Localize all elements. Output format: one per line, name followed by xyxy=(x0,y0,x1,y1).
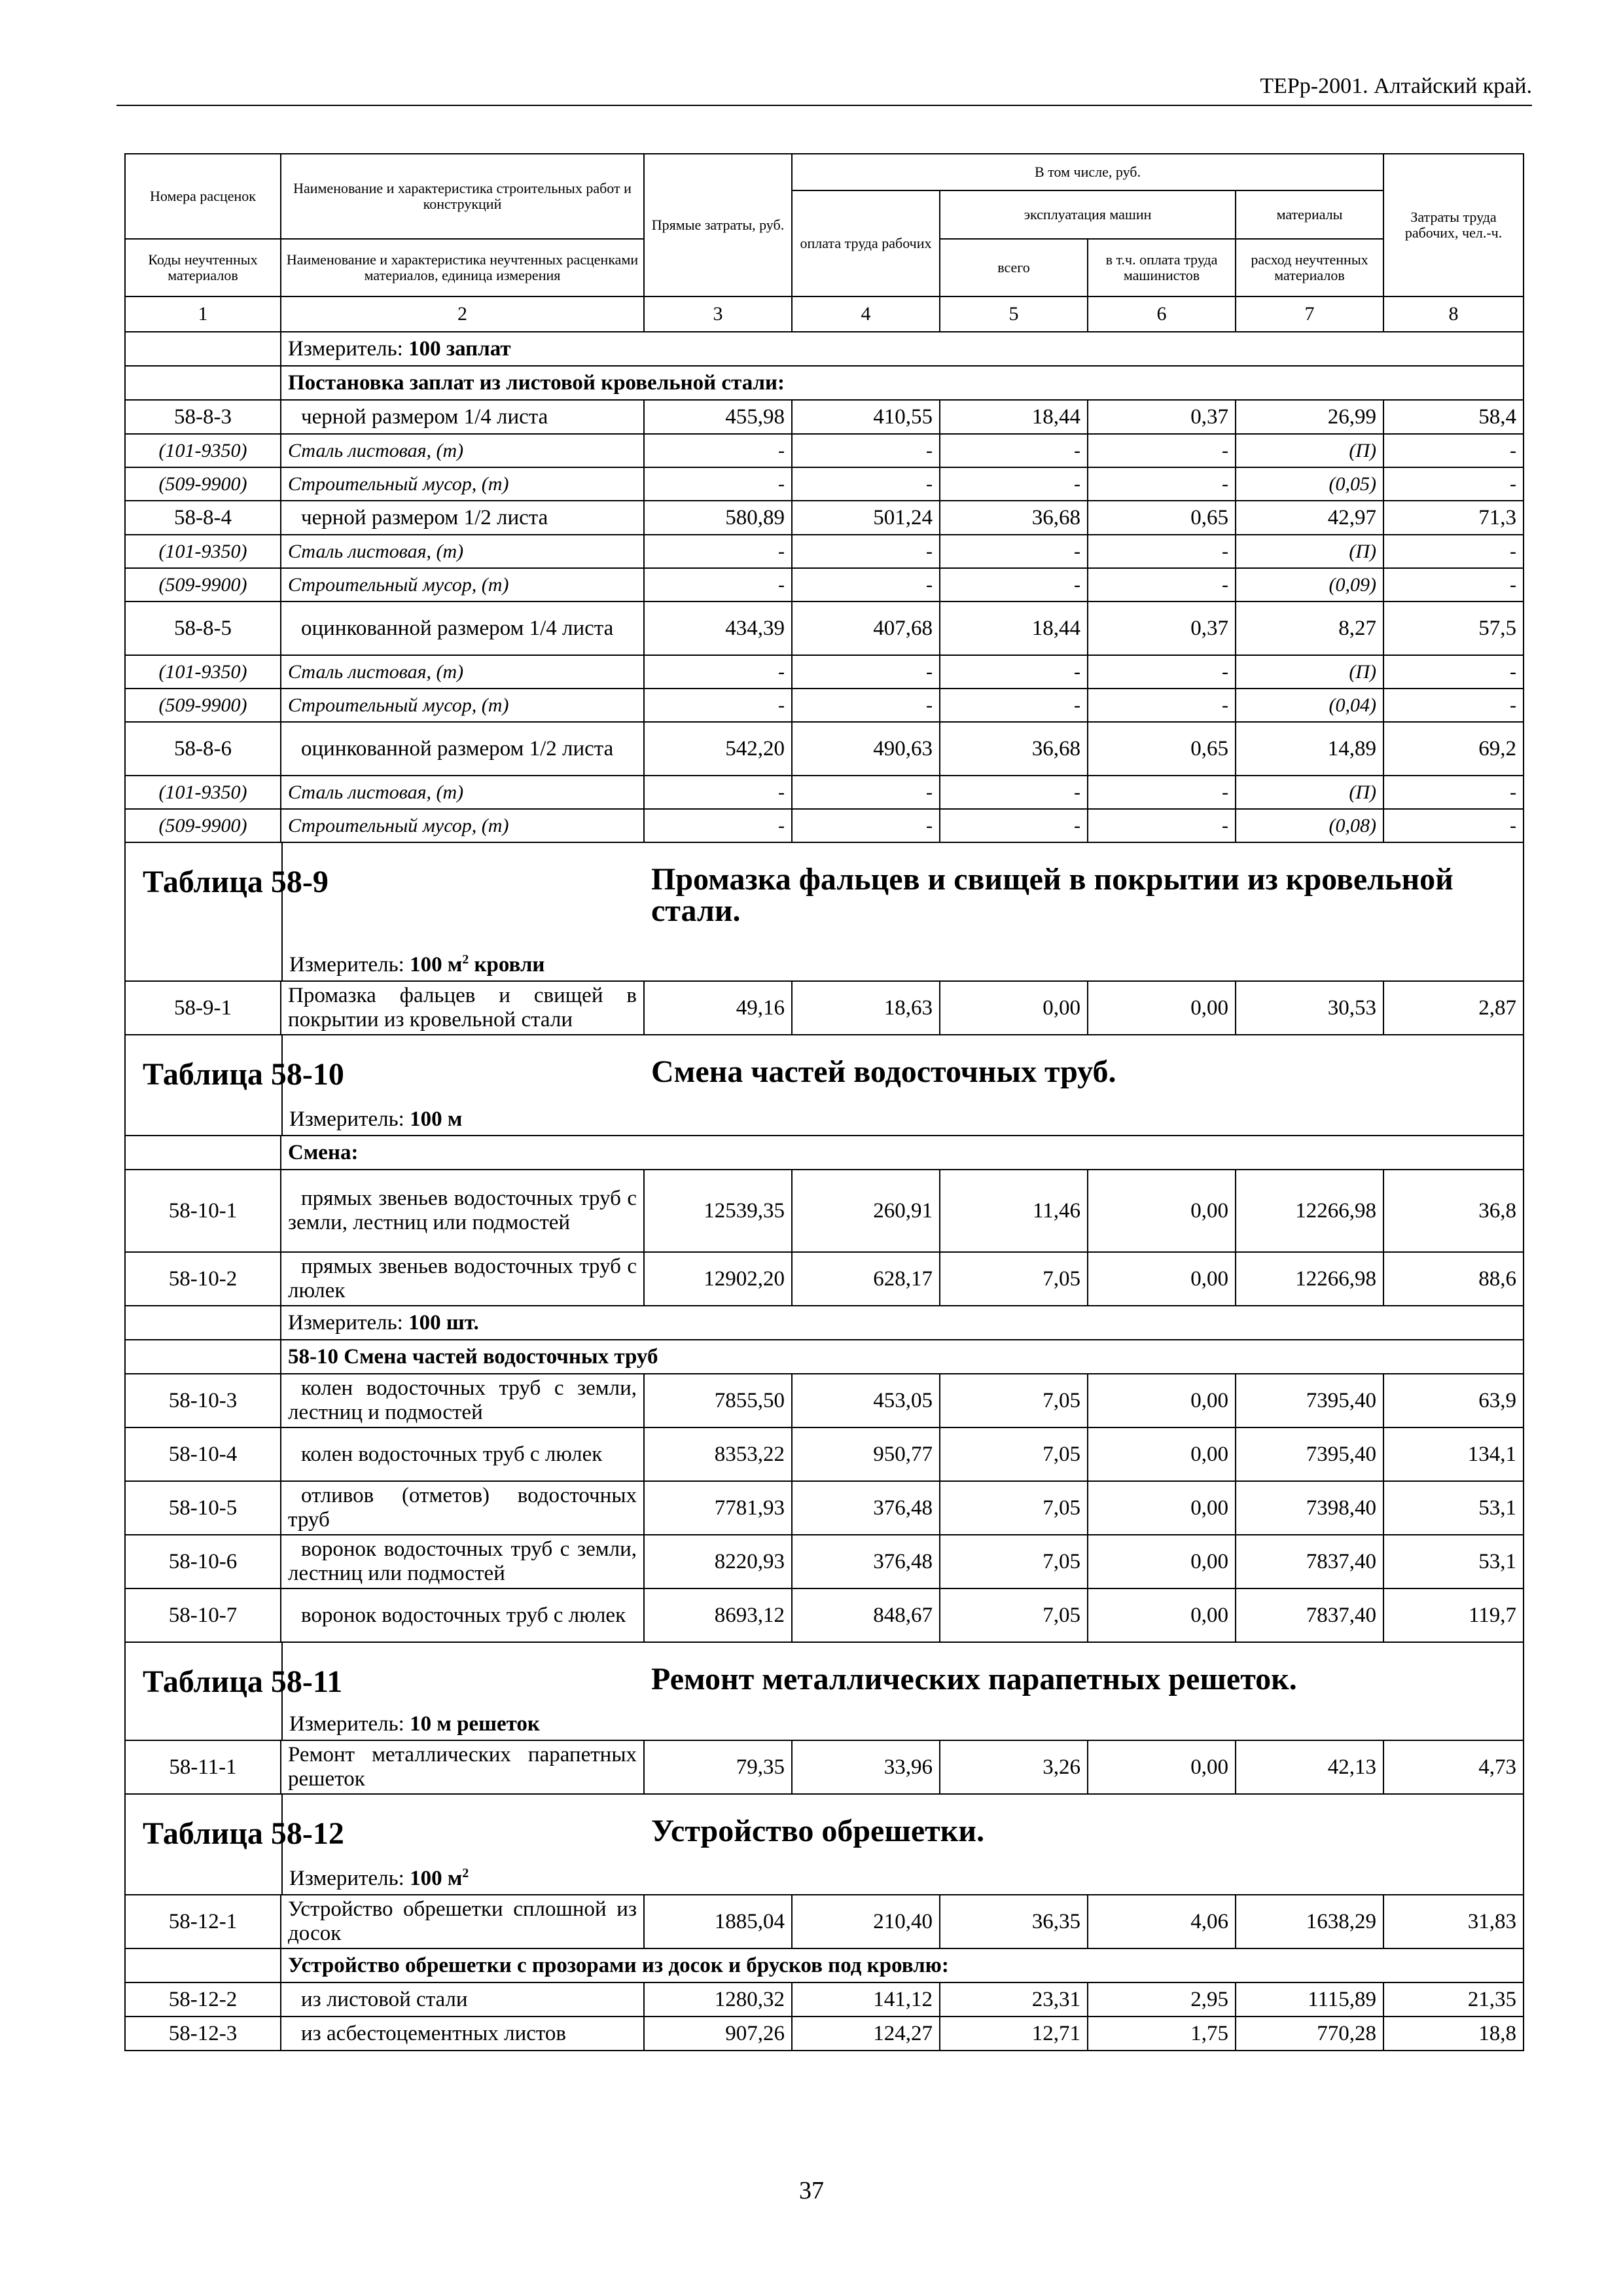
materials: 7398,40 xyxy=(1236,1481,1383,1535)
direct-cost: 1885,04 xyxy=(644,1895,792,1948)
table-row xyxy=(125,1252,1524,1306)
dash: - xyxy=(644,434,792,467)
materials: 1638,29 xyxy=(1236,1895,1383,1948)
table-row xyxy=(125,1481,1524,1535)
dash: - xyxy=(1088,655,1236,689)
col-header-direct-costs: Прямые затраты, руб. xyxy=(644,154,792,296)
rate-name: отливов (отметов) водосточных труб xyxy=(281,1481,644,1535)
rate-name: прямых звеньев водосточных труб с земли, лестниц или подмостей xyxy=(281,1170,644,1252)
material-usage: (0,04) xyxy=(1236,689,1383,722)
direct-cost: 49,16 xyxy=(644,981,792,1035)
col-header-name-mats: Наименование и характеристика неучтенных расценками материалов, единица измерения xyxy=(281,239,644,296)
labor-pay: 410,55 xyxy=(792,400,940,434)
labor-pay: 453,05 xyxy=(792,1374,940,1427)
dash: - xyxy=(644,776,792,809)
material-usage: (0,09) xyxy=(1236,568,1383,601)
col-header-machines-total: всего xyxy=(940,239,1088,296)
group-title: Постановка заплат из листовой кровельной стали: xyxy=(281,366,1524,400)
dash: - xyxy=(940,809,1088,842)
table-label: Таблица 58-11 xyxy=(143,1664,343,1699)
material-code: (509-9900) xyxy=(125,809,281,842)
dash: - xyxy=(940,689,1088,722)
labor-hours: 18,8 xyxy=(1383,2017,1524,2051)
col-header-machines-labor: в т.ч. оплата труда машинистов xyxy=(1088,239,1236,296)
materials: 30,53 xyxy=(1236,981,1383,1035)
table-row xyxy=(125,722,1524,776)
materials: 7395,40 xyxy=(1236,1427,1383,1481)
material-name: Сталь листовая, (т) xyxy=(281,535,644,568)
machines-labor: 2,95 xyxy=(1088,1982,1236,2017)
dash: - xyxy=(1088,535,1236,568)
table-label: Таблица 58-10 xyxy=(143,1057,344,1092)
machines-total: 12,71 xyxy=(940,2017,1088,2051)
machines-labor: 0,00 xyxy=(1088,1374,1236,1427)
materials: 7837,40 xyxy=(1236,1535,1383,1588)
table-row xyxy=(125,1374,1524,1427)
rate-name: из листовой стали xyxy=(281,1982,644,2017)
table-title: Смена частей водосточных труб. xyxy=(651,1054,1116,1089)
machines-total: 18,44 xyxy=(940,400,1088,434)
rate-code: 58-10-6 xyxy=(125,1535,281,1588)
material-name: Строительный мусор, (т) xyxy=(281,809,644,842)
column-numbers-row xyxy=(125,296,1524,332)
rate-code: 58-12-2 xyxy=(125,1982,281,2017)
rate-name: оцинкованной размером 1/2 листа xyxy=(281,722,644,776)
machines-labor: 1,75 xyxy=(1088,2017,1236,2051)
dash: - xyxy=(1383,809,1524,842)
table-row xyxy=(125,1588,1524,1642)
dash: - xyxy=(644,655,792,689)
material-name: Сталь листовая, (т) xyxy=(281,655,644,689)
direct-cost: 434,39 xyxy=(644,601,792,655)
table-title-block xyxy=(125,1035,1524,1136)
measure-row: Измеритель: 100 шт. xyxy=(281,1306,1524,1340)
column-number: 1 xyxy=(125,296,281,332)
material-name: Строительный мусор, (т) xyxy=(281,568,644,601)
labor-hours: 36,8 xyxy=(1383,1170,1524,1252)
machines-labor: 0,00 xyxy=(1088,1481,1236,1535)
rate-code: 58-12-1 xyxy=(125,1895,281,1948)
dash: - xyxy=(644,568,792,601)
dash: - xyxy=(1088,434,1236,467)
table-row xyxy=(125,1740,1524,1794)
labor-pay: 848,67 xyxy=(792,1588,940,1642)
labor-pay: 407,68 xyxy=(792,601,940,655)
machines-total: 11,46 xyxy=(940,1170,1088,1252)
labor-pay: 141,12 xyxy=(792,1982,940,2017)
material-name: Строительный мусор, (т) xyxy=(281,689,644,722)
col-header-rates-no: Номера расценок xyxy=(125,154,281,239)
materials: 12266,98 xyxy=(1236,1170,1383,1252)
dash: - xyxy=(1088,809,1236,842)
machines-labor: 0,37 xyxy=(1088,400,1236,434)
material-usage: (П) xyxy=(1236,655,1383,689)
machines-total: 7,05 xyxy=(940,1374,1088,1427)
rate-name: Устройство обрешетки сплошной из досок xyxy=(281,1895,644,1948)
col-header-materials: материалы xyxy=(1236,190,1383,239)
material-code: (101-9350) xyxy=(125,655,281,689)
labor-hours: 119,7 xyxy=(1383,1588,1524,1642)
material-usage: (0,05) xyxy=(1236,467,1383,501)
rate-code: 58-10-7 xyxy=(125,1588,281,1642)
table-row xyxy=(125,400,1524,434)
col-header-including: В том числе, руб. xyxy=(792,154,1383,190)
direct-cost: 7781,93 xyxy=(644,1481,792,1535)
machines-total: 3,26 xyxy=(940,1740,1088,1794)
dash: - xyxy=(1088,467,1236,501)
dash: - xyxy=(792,568,940,601)
rate-name: прямых звеньев водосточных труб с люлек xyxy=(281,1252,644,1306)
group-title: Устройство обрешетки с прозорами из досок и брусков под кровлю: xyxy=(281,1948,1524,1982)
column-number: 6 xyxy=(1088,296,1236,332)
rate-name: черной размером 1/4 листа xyxy=(281,400,644,434)
material-name: Сталь листовая, (т) xyxy=(281,434,644,467)
rate-name: колен водосточных труб с люлек xyxy=(281,1427,644,1481)
column-number: 3 xyxy=(644,296,792,332)
table-title: Промазка фальцев и свищей в покрытии из кровельной стали. xyxy=(651,862,1454,928)
direct-cost: 12539,35 xyxy=(644,1170,792,1252)
direct-cost: 455,98 xyxy=(644,400,792,434)
direct-cost: 79,35 xyxy=(644,1740,792,1794)
materials: 770,28 xyxy=(1236,2017,1383,2051)
dash: - xyxy=(644,467,792,501)
measure-label: Измеритель: 100 $м^2$ кровли xyxy=(289,952,545,977)
materials: 26,99 xyxy=(1236,400,1383,434)
rate-code: 58-10-5 xyxy=(125,1481,281,1535)
material-usage: (П) xyxy=(1236,776,1383,809)
rate-name: из асбестоцементных листов xyxy=(281,2017,644,2051)
rate-code: 58-8-3 xyxy=(125,400,281,434)
machines-labor: 0,00 xyxy=(1088,1427,1236,1481)
direct-cost: 8353,22 xyxy=(644,1427,792,1481)
materials: 12266,98 xyxy=(1236,1252,1383,1306)
direct-cost: 542,20 xyxy=(644,722,792,776)
machines-labor: 0,00 xyxy=(1088,1535,1236,1588)
rate-code: 58-10-1 xyxy=(125,1170,281,1252)
dash: - xyxy=(1383,776,1524,809)
measure-label: Измеритель: 10 м решеток xyxy=(289,1712,540,1736)
material-row xyxy=(125,568,1524,601)
column-number: 7 xyxy=(1236,296,1383,332)
rate-name: Промазка фальцев и свищей в покрытии из кровельной стали xyxy=(281,981,644,1035)
col-header-mat-codes: Коды неучтенных материалов xyxy=(125,239,281,296)
material-row xyxy=(125,434,1524,467)
labor-hours: 53,1 xyxy=(1383,1535,1524,1588)
table-row xyxy=(125,601,1524,655)
dash: - xyxy=(940,776,1088,809)
machines-total: 23,31 xyxy=(940,1982,1088,2017)
labor-pay: 501,24 xyxy=(792,501,940,535)
materials: 42,13 xyxy=(1236,1740,1383,1794)
machines-labor: 0,00 xyxy=(1088,981,1236,1035)
direct-cost: 8693,12 xyxy=(644,1588,792,1642)
machines-total: 36,68 xyxy=(940,722,1088,776)
rate-code: 58-8-5 xyxy=(125,601,281,655)
table-row xyxy=(125,1895,1524,1948)
rate-code: 58-10-3 xyxy=(125,1374,281,1427)
group-title: 58-10 Смена частей водосточных труб xyxy=(281,1340,1524,1374)
labor-hours: 88,6 xyxy=(1383,1252,1524,1306)
rates-table xyxy=(124,153,1524,2051)
table-row xyxy=(125,2017,1524,2051)
measure-label: Измеритель: 100 $м^2$ xyxy=(289,1866,469,1890)
machines-total: 18,44 xyxy=(940,601,1088,655)
materials: 42,97 xyxy=(1236,501,1383,535)
labor-pay: 376,48 xyxy=(792,1535,940,1588)
table-title-block xyxy=(125,1642,1524,1740)
col-header-labor-pay: оплата труда рабочих xyxy=(792,190,940,296)
material-code: (101-9350) xyxy=(125,434,281,467)
labor-hours: 2,87 xyxy=(1383,981,1524,1035)
labor-pay: 950,77 xyxy=(792,1427,940,1481)
column-number: 5 xyxy=(940,296,1088,332)
machines-total: 7,05 xyxy=(940,1427,1088,1481)
machines-labor: 0,00 xyxy=(1088,1170,1236,1252)
material-row xyxy=(125,655,1524,689)
column-number: 8 xyxy=(1383,296,1524,332)
labor-pay: 18,63 xyxy=(792,981,940,1035)
dash: - xyxy=(792,434,940,467)
labor-pay: 628,17 xyxy=(792,1252,940,1306)
labor-hours: 21,35 xyxy=(1383,1982,1524,2017)
material-row xyxy=(125,535,1524,568)
group-title: Смена: xyxy=(281,1136,1524,1170)
machines-total: 36,68 xyxy=(940,501,1088,535)
material-row xyxy=(125,809,1524,842)
col-header-machines: эксплуатация машин xyxy=(940,190,1236,239)
material-row xyxy=(125,689,1524,722)
labor-hours: 4,73 xyxy=(1383,1740,1524,1794)
dash: - xyxy=(792,467,940,501)
table-row xyxy=(125,1535,1524,1588)
running-header: ТЕРр-2001. Алтайский край. xyxy=(1260,74,1532,98)
measure-label: Измеритель: 100 м xyxy=(289,1107,463,1131)
labor-pay: 210,40 xyxy=(792,1895,940,1948)
rate-code: 58-8-4 xyxy=(125,501,281,535)
header-rule xyxy=(116,105,1532,106)
machines-total: 7,05 xyxy=(940,1588,1088,1642)
table-row xyxy=(125,1427,1524,1481)
machines-total: 7,05 xyxy=(940,1535,1088,1588)
labor-pay: 260,91 xyxy=(792,1170,940,1252)
dash: - xyxy=(792,535,940,568)
machines-labor: 4,06 xyxy=(1088,1895,1236,1948)
machines-labor: 0,65 xyxy=(1088,501,1236,535)
measure-row: Измеритель: 100 заплат xyxy=(281,332,1524,366)
dash: - xyxy=(1383,568,1524,601)
rate-name: воронок водосточных труб с люлек xyxy=(281,1588,644,1642)
table-label: Таблица 58-9 xyxy=(143,865,329,899)
labor-pay: 124,27 xyxy=(792,2017,940,2051)
labor-hours: 58,4 xyxy=(1383,400,1524,434)
material-code: (509-9900) xyxy=(125,568,281,601)
dash: - xyxy=(644,809,792,842)
machines-labor: 0,65 xyxy=(1088,722,1236,776)
direct-cost: 8220,93 xyxy=(644,1535,792,1588)
material-name: Строительный мусор, (т) xyxy=(281,467,644,501)
dash: - xyxy=(1383,434,1524,467)
dash: - xyxy=(1383,467,1524,501)
dash: - xyxy=(792,689,940,722)
col-header-labor-hours: Затраты труда рабочих, чел.-ч. xyxy=(1383,154,1524,296)
table-title-block xyxy=(125,1794,1524,1895)
dash: - xyxy=(644,689,792,722)
labor-hours: 53,1 xyxy=(1383,1481,1524,1535)
machines-total: 7,05 xyxy=(940,1481,1088,1535)
col-header-name-works: Наименование и характеристика строительных работ и конструкций xyxy=(281,154,644,239)
material-usage: (0,08) xyxy=(1236,809,1383,842)
material-code: (101-9350) xyxy=(125,535,281,568)
dash: - xyxy=(1383,535,1524,568)
table-row xyxy=(125,501,1524,535)
machines-total: 7,05 xyxy=(940,1252,1088,1306)
labor-hours: 134,1 xyxy=(1383,1427,1524,1481)
machines-labor: 0,00 xyxy=(1088,1252,1236,1306)
table-title: Устройство обрешетки. xyxy=(651,1814,985,1848)
page-number: 37 xyxy=(799,2177,824,2204)
rate-name: Ремонт металлических парапетных решеток xyxy=(281,1740,644,1794)
dash: - xyxy=(940,655,1088,689)
rate-name: воронок водосточных труб с земли, лестниц или подмостей xyxy=(281,1535,644,1588)
table-row xyxy=(125,1170,1524,1252)
dash: - xyxy=(792,776,940,809)
machines-total: 36,35 xyxy=(940,1895,1088,1948)
dash: - xyxy=(644,535,792,568)
machines-labor: 0,37 xyxy=(1088,601,1236,655)
material-name: Сталь листовая, (т) xyxy=(281,776,644,809)
column-number: 2 xyxy=(281,296,644,332)
rate-name: колен водосточных труб с земли, лестниц и подмостей xyxy=(281,1374,644,1427)
machines-labor: 0,00 xyxy=(1088,1740,1236,1794)
labor-pay: 33,96 xyxy=(792,1740,940,1794)
dash: - xyxy=(940,467,1088,501)
dash: - xyxy=(1383,689,1524,722)
col-header-materials-usage: расход неучтенных материалов xyxy=(1236,239,1383,296)
direct-cost: 1280,32 xyxy=(644,1982,792,2017)
rate-code: 58-9-1 xyxy=(125,981,281,1035)
direct-cost: 12902,20 xyxy=(644,1252,792,1306)
dash: - xyxy=(1383,655,1524,689)
labor-hours: 71,3 xyxy=(1383,501,1524,535)
column-number: 4 xyxy=(792,296,940,332)
material-row xyxy=(125,467,1524,501)
machines-labor: 0,00 xyxy=(1088,1588,1236,1642)
material-usage: (П) xyxy=(1236,535,1383,568)
dash: - xyxy=(1088,776,1236,809)
rate-code: 58-11-1 xyxy=(125,1740,281,1794)
dash: - xyxy=(940,434,1088,467)
labor-hours: 63,9 xyxy=(1383,1374,1524,1427)
materials: 7395,40 xyxy=(1236,1374,1383,1427)
material-code: (101-9350) xyxy=(125,776,281,809)
rate-code: 58-10-4 xyxy=(125,1427,281,1481)
table-title: Ремонт металлических парапетных решеток. xyxy=(651,1662,1297,1696)
materials: 7837,40 xyxy=(1236,1588,1383,1642)
labor-pay: 490,63 xyxy=(792,722,940,776)
labor-hours: 31,83 xyxy=(1383,1895,1524,1948)
dash: - xyxy=(792,809,940,842)
labor-pay: 376,48 xyxy=(792,1481,940,1535)
direct-cost: 7855,50 xyxy=(644,1374,792,1427)
materials: 1115,89 xyxy=(1236,1982,1383,2017)
rate-name: черной размером 1/2 листа xyxy=(281,501,644,535)
rate-code: 58-10-2 xyxy=(125,1252,281,1306)
material-code: (509-9900) xyxy=(125,689,281,722)
rate-code: 58-8-6 xyxy=(125,722,281,776)
table-row xyxy=(125,981,1524,1035)
material-code: (509-9900) xyxy=(125,467,281,501)
table-title-block xyxy=(125,842,1524,981)
dash: - xyxy=(940,535,1088,568)
material-row xyxy=(125,776,1524,809)
machines-total: 0,00 xyxy=(940,981,1088,1035)
materials: 8,27 xyxy=(1236,601,1383,655)
dash: - xyxy=(1088,689,1236,722)
labor-hours: 69,2 xyxy=(1383,722,1524,776)
materials: 14,89 xyxy=(1236,722,1383,776)
table-row xyxy=(125,1982,1524,2017)
dash: - xyxy=(940,568,1088,601)
rate-code: 58-12-3 xyxy=(125,2017,281,2051)
dash: - xyxy=(1088,568,1236,601)
labor-hours: 57,5 xyxy=(1383,601,1524,655)
direct-cost: 907,26 xyxy=(644,2017,792,2051)
rate-name: оцинкованной размером 1/4 листа xyxy=(281,601,644,655)
direct-cost: 580,89 xyxy=(644,501,792,535)
table-label: Таблица 58-12 xyxy=(143,1816,344,1851)
material-usage: (П) xyxy=(1236,434,1383,467)
dash: - xyxy=(792,655,940,689)
